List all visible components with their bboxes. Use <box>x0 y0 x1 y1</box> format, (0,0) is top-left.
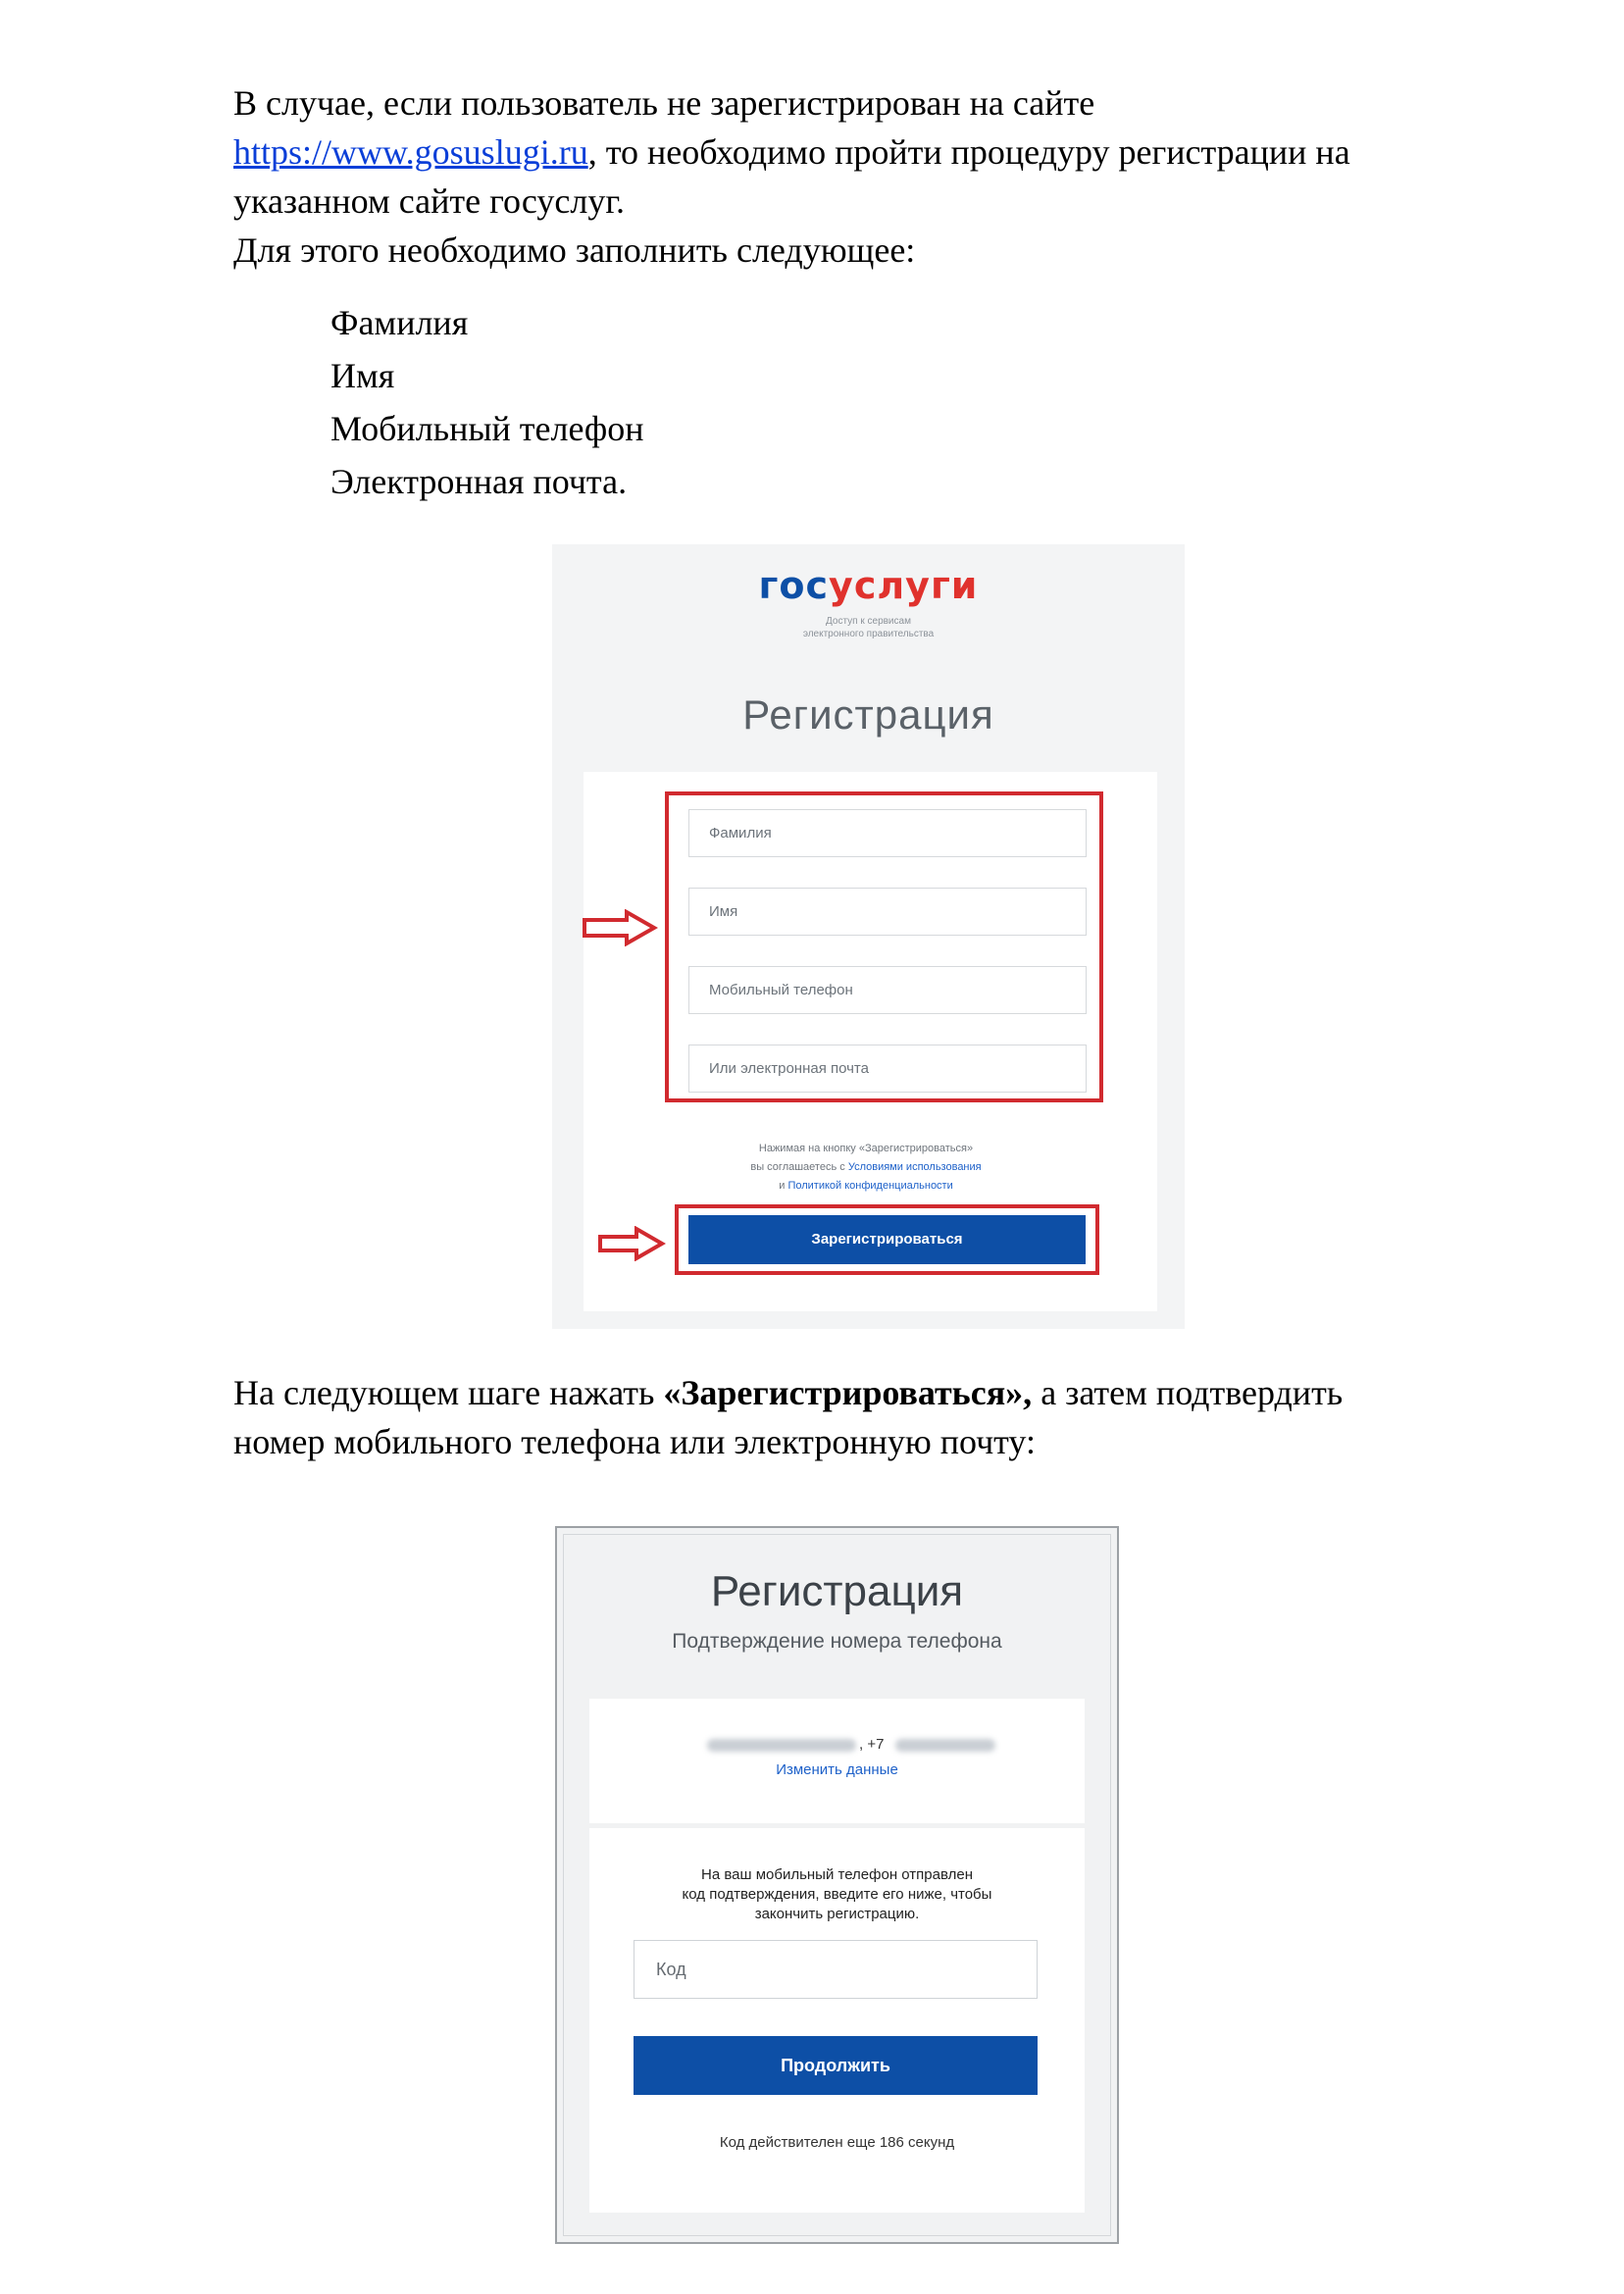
intro-line-3: указанном сайте госуслуг. <box>233 181 626 221</box>
page-subtitle: Подтверждение номера телефона <box>672 1630 1002 1653</box>
blurred-name <box>707 1739 856 1752</box>
list-item: Мобильный телефон <box>330 409 644 448</box>
intro-line-4: Для этого необходимо заполнить следующее: <box>233 230 916 270</box>
register-button[interactable]: Зарегистрироваться <box>688 1215 1086 1264</box>
logo-tagline: Доступ к сервисам электронного правительства <box>802 616 935 639</box>
gosuslugi-logo: госуслуги <box>758 564 979 607</box>
arrow-right-icon <box>597 1226 666 1261</box>
list-item: Фамилия <box>330 303 469 342</box>
email-input[interactable]: Или электронная почта <box>688 1045 1087 1093</box>
change-data-link[interactable]: Изменить данные <box>776 1761 898 1778</box>
terms-note: Нажимая на кнопку «Зарегистрироваться» вы соглашаетесь с Условиями использования и Политикой конфиденциальности <box>750 1143 982 1192</box>
list-item: Имя <box>330 356 395 395</box>
registration-form-screenshot <box>552 544 1185 1329</box>
code-input[interactable]: Код <box>634 1940 1038 1999</box>
code-entry-card <box>589 1828 1085 2213</box>
user-data-card <box>589 1699 1085 1823</box>
name-input[interactable]: Имя <box>688 888 1087 936</box>
required-fields-list <box>330 296 643 508</box>
intro-line-2 <box>233 127 1350 177</box>
sms-info-text: На ваш мобильный телефон отправлен код подтверждения, введите его ниже, чтобы закончить регистрацию. <box>682 1866 992 1922</box>
intro-line-2-rest: , то необходимо пройти процедуру регистрации на <box>587 132 1350 172</box>
code-timer: Код действителен еще 186 секунд <box>719 2134 955 2151</box>
mobile-phone-input[interactable]: Мобильный телефон <box>688 966 1087 1014</box>
privacy-policy-link[interactable]: Политикой конфиденциальности <box>787 1180 953 1192</box>
step2-line-2: номер мобильного телефона или электронную почту: <box>233 1422 1036 1461</box>
phone-prefix: , +7 <box>859 1736 885 1753</box>
blurred-phone <box>895 1739 995 1752</box>
register-bold: «Зарегистрироваться», <box>663 1373 1033 1412</box>
gosuslugi-link[interactable]: https://www.gosuslugi.ru <box>233 132 588 172</box>
continue-button[interactable]: Продолжить <box>634 2036 1038 2095</box>
arrow-right-icon <box>582 909 658 946</box>
list-item: Электронная почта. <box>330 462 628 501</box>
terms-of-use-link[interactable]: Условиями использования <box>847 1161 982 1173</box>
surname-input[interactable]: Фамилия <box>688 809 1087 857</box>
phone-confirmation-screenshot <box>555 1526 1119 2244</box>
page-title: Регистрация <box>742 691 994 738</box>
intro-line-1: В случае, если пользователь не зарегистрирован на сайте <box>233 83 1095 123</box>
page-title: Регистрация <box>710 1567 964 1615</box>
step2-line-1: На следующем шаге нажать «Зарегистрироваться», а затем подтвердить <box>233 1373 1344 1412</box>
